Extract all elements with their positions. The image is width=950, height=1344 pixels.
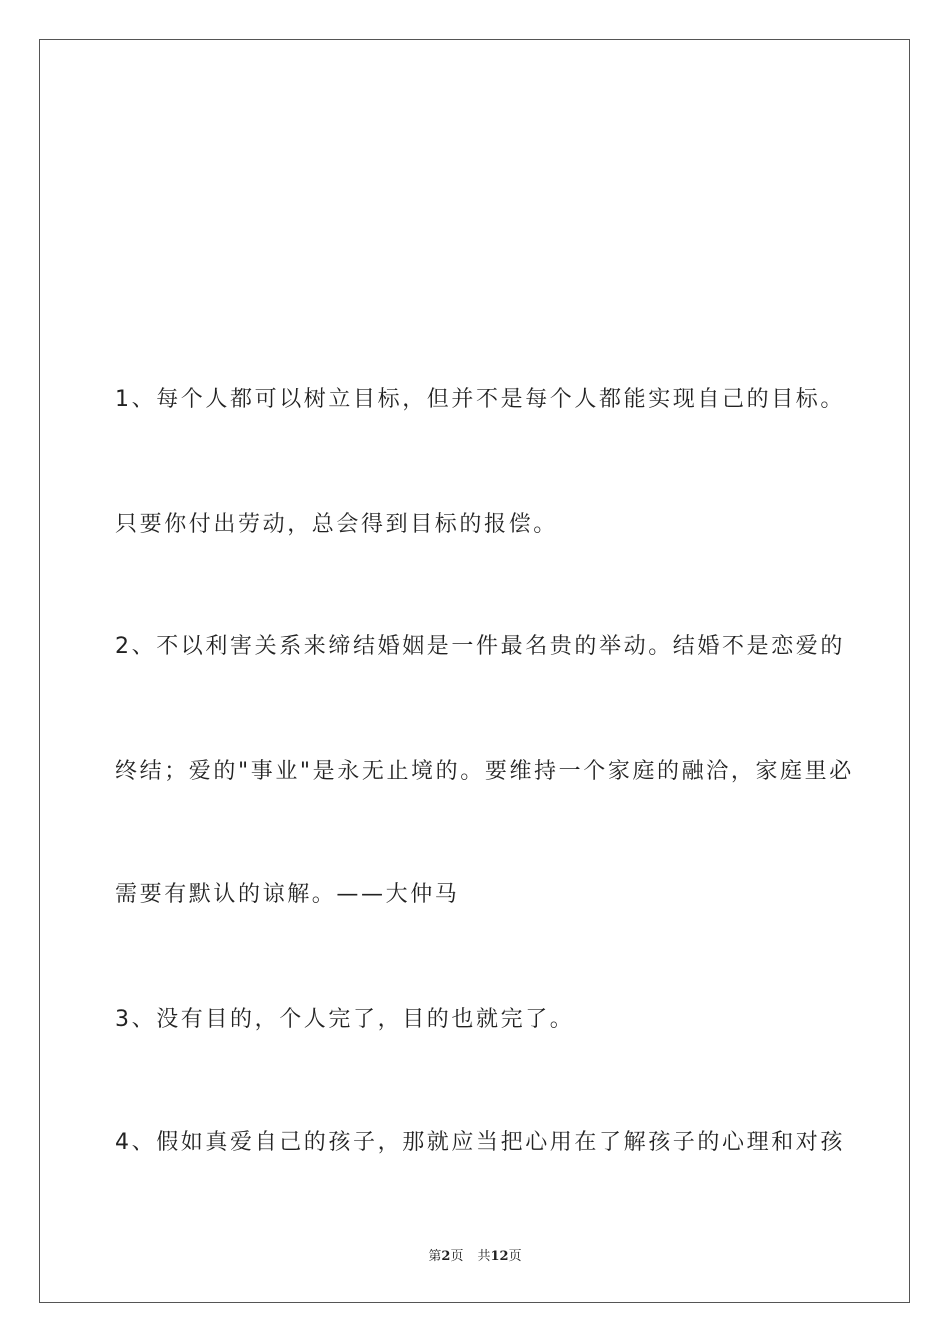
page-number: 2	[441, 1249, 451, 1264]
page-border	[39, 39, 910, 1303]
page-footer	[0, 1248, 950, 1266]
text-line-7: 4、假如真爱自己的孩子，那就应当把心用在了解孩子的心理和对孩	[115, 1130, 845, 1155]
text-line-4: 终结；爱的"事业"是永无止境的。要维持一个家庭的融洽，家庭里必	[115, 759, 854, 784]
total-pages: 12	[490, 1249, 509, 1264]
page-prefix: 第	[428, 1249, 442, 1264]
text-line-1: 1、每个人都可以树立目标，但并不是每个人都能实现自己的目标。	[115, 387, 845, 412]
text-line-2: 只要你付出劳动，总会得到目标的报偿。	[115, 512, 558, 537]
text-line-3: 2、不以利害关系来缔结婚姻是一件最名贵的举动。结婚不是恋爱的	[115, 634, 845, 659]
total-prefix: 共	[477, 1249, 491, 1264]
page-suffix: 页	[450, 1249, 464, 1264]
total-suffix: 页	[508, 1249, 522, 1264]
text-line-5: 需要有默认的谅解。——大仲马	[115, 882, 460, 907]
text-line-6: 3、没有目的，个人完了，目的也就完了。	[115, 1007, 575, 1032]
